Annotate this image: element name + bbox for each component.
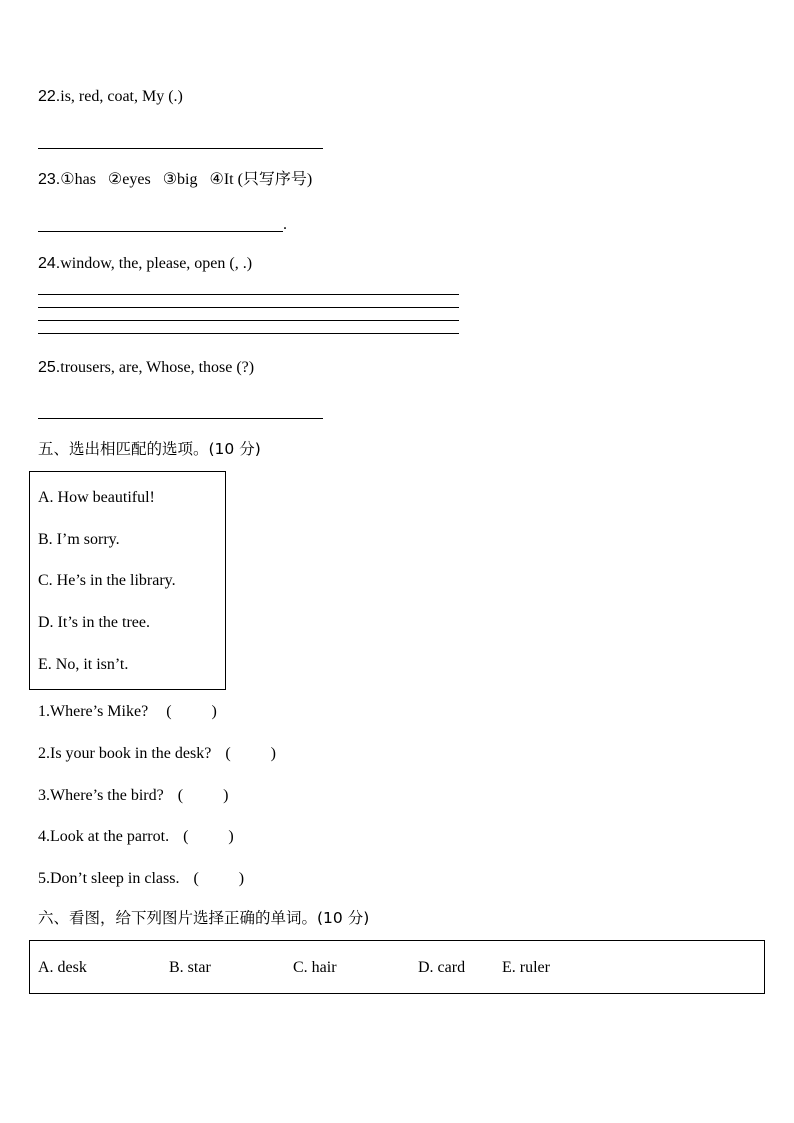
writing-line[interactable]: [38, 294, 459, 295]
answer-period: .: [283, 216, 287, 233]
answer-paren[interactable]: ( ): [177, 787, 229, 804]
item-number: 4.: [38, 828, 50, 845]
option-e: E. No, it isn’t.: [38, 656, 129, 673]
word-b: B. star: [169, 959, 211, 976]
item-text: Where’s Mike?: [50, 703, 149, 720]
writing-line[interactable]: [38, 333, 459, 334]
item-number: 1.: [38, 703, 50, 720]
option-d: D. It’s in the tree.: [38, 614, 150, 631]
word-e: E. ruler: [502, 959, 550, 976]
item-text: Look at the parrot.: [50, 828, 170, 845]
section-6-title: 六、看图，给下列图片选择正确的单词。(10 分): [38, 909, 370, 927]
question-25: [38, 360, 254, 376]
item-number: 3.: [38, 787, 50, 804]
writing-line[interactable]: [38, 307, 459, 308]
answer-line[interactable]: [38, 418, 323, 419]
answer-line[interactable]: [38, 148, 323, 149]
question-text: window, the, please, open (, .): [60, 255, 253, 272]
writing-line[interactable]: [38, 320, 459, 321]
question-23: [38, 172, 312, 188]
answer-paren[interactable]: ( ): [166, 703, 217, 720]
word-bank-box: [29, 940, 765, 994]
item-text: Don’t sleep in class.: [50, 870, 180, 887]
item-text: Is your book in the desk?: [50, 745, 212, 762]
match-item-2: [38, 746, 276, 762]
answer-paren[interactable]: ( ): [225, 745, 276, 762]
question-text: is, red, coat, My (.): [60, 88, 183, 105]
question-text: ①has ②eyes ③big ④It (只写序号): [60, 171, 313, 188]
question-22: [38, 89, 183, 105]
answer-line[interactable]: [38, 231, 283, 232]
option-b: B. I’m sorry.: [38, 531, 120, 548]
item-text: Where’s the bird?: [50, 787, 164, 804]
item-number: 2.: [38, 745, 50, 762]
match-item-4: [38, 829, 234, 845]
match-item-3: [38, 788, 228, 804]
match-item-1: [38, 704, 217, 720]
question-number: 25.: [38, 359, 61, 376]
option-c: C. He’s in the library.: [38, 572, 176, 589]
question-number: 22.: [38, 88, 61, 105]
question-number: 24.: [38, 255, 61, 272]
word-a: A. desk: [38, 959, 87, 976]
item-number: 5.: [38, 870, 50, 887]
question-24: [38, 256, 252, 272]
answer-paren[interactable]: ( ): [193, 870, 245, 887]
option-a: A. How beautiful!: [38, 489, 155, 506]
question-number: 23.: [38, 171, 61, 188]
word-c: C. hair: [293, 959, 337, 976]
match-item-5: [38, 871, 244, 887]
question-text: trousers, are, Whose, those (?): [60, 359, 255, 376]
section-5-title: 五、选出相匹配的选项。(10 分): [38, 440, 261, 458]
word-d: D. card: [418, 959, 466, 976]
answer-paren[interactable]: ( ): [183, 828, 234, 845]
